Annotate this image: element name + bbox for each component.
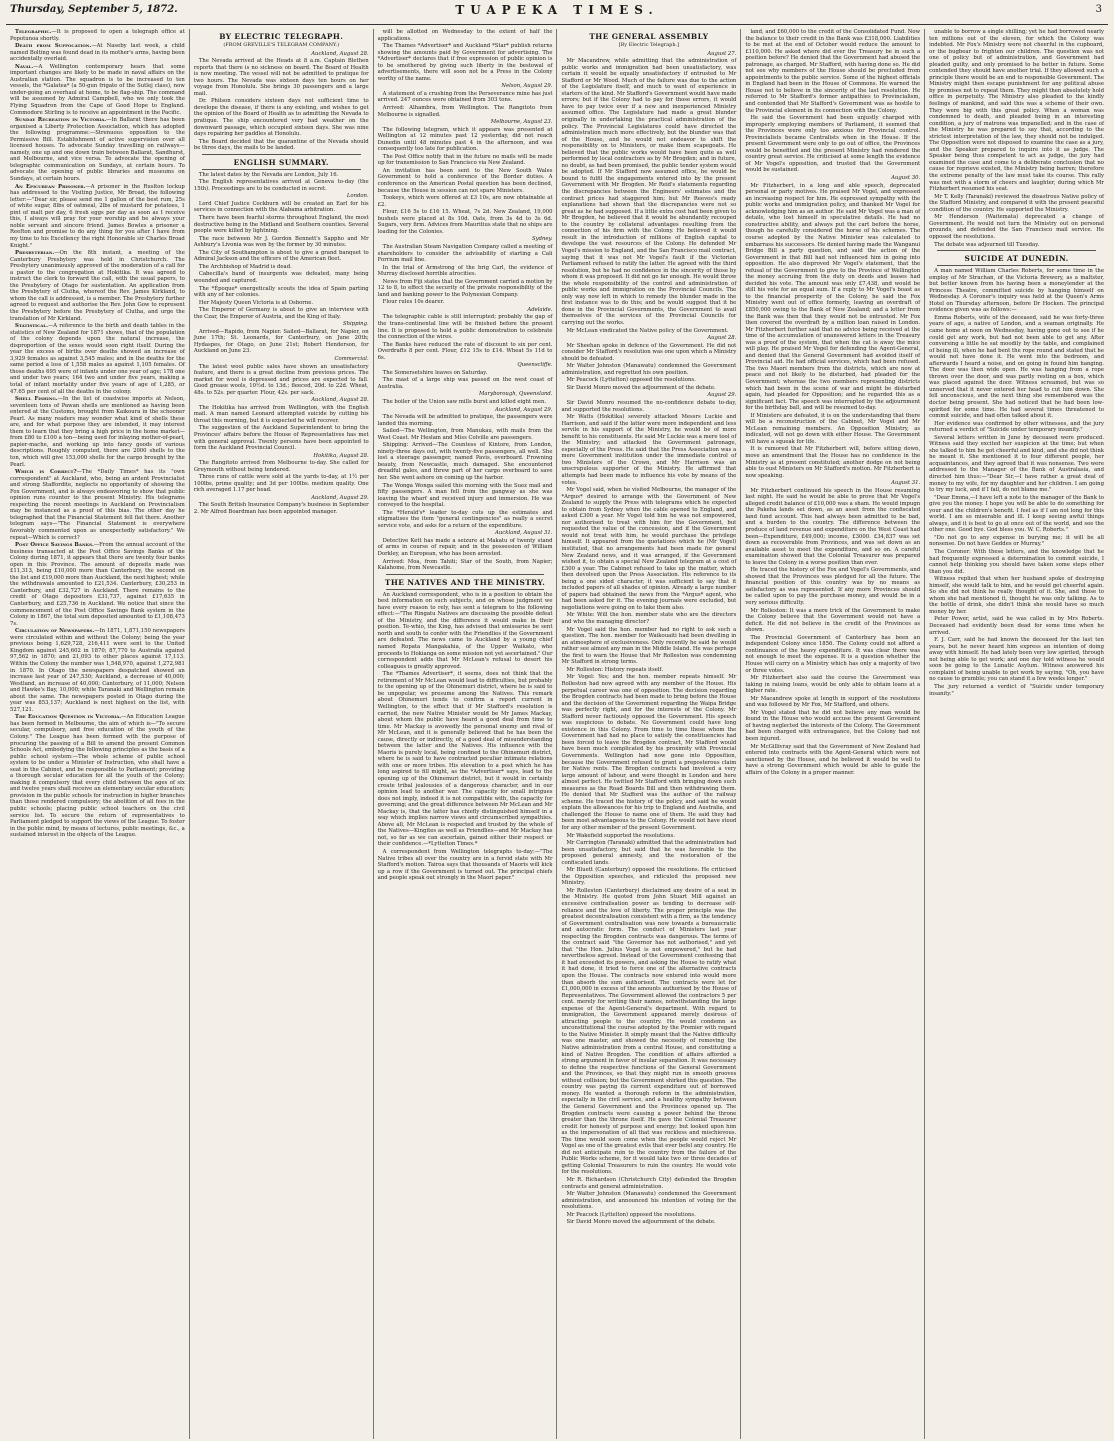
- article-paragraph: Mr Fitzherbert, in a long and able speech, deprecated personal or party motives. He praised Mr Vogel, and expressed an increasing respect for him. He expressed sympathy with the public works and immigration policy, and thanked Mr Vogel for acknowledging him as an author. He said Mr Vogel was a man of details, who lost himself in speculative details. He had no constructive ability, and always put the cart before the horse, though he carefully considered the horse of his schemes. The course adopted by the Native Minister was calculated to embarrass his successors. He denied having made the Wanganui Bridge Bill a party question, and said the action of the Government in that Bill had not influenced him in going into opposition. He also disproved Mr Vogel's statement, that the refusal of the Government to give to the Province of Wellington the money accruing from the duty on deeds and leases had decided his vote. The amount was only £7,438, and would be still his vote for an equal sum. If a reply to Mr Vogel's boast as to the financial prosperity of the Colony, he said the Fox Ministry went out of office formerly, leaving an overdraft of £850,000 owing to the Bank of New Zealand; and a letter from the Bank was then that they would not be entrusted. Mr Fox then covered the overdraft by a million loan raised in London. Mr Fitzherbert further said that no advice being received at the time of the accumulation of unanswered letters in the Treasury was a proof of the system, that when the cat is away the mice will play. He praised Mr Vogel for defending the Agent-General, and denied that the General Government had avoided itself of Provincial aid. He had official services, which had been refused. The two Maori members from the districts, which are now at peace and not likely to be disturbed, had pleaded for the Government; whereas the two members representing districts which had been in the scene of war and might be disturbed again, had pleaded for Opposition; and he regarded this as a significant fact. The speech was interrupted by the adjournment for the birthday ball, and will be resumed to-day.: [745, 182, 921, 412]
- divider-rule: [202, 154, 361, 155]
- article-paragraph: The *Herald's* leader to-day cuts up the estimates and stigmatises the item "general contingencies" as really a secret service vote, and asks for a return of the expenditure.: [377, 509, 553, 529]
- news-paragraph: [10, 714, 185, 838]
- paragraph-text: —A reference to the birth and death tables in the statistics of New Zealand for 1871 shows, that of the population of the colony depends upon the natural increase, the disproportion of the sexes would soon right itself. During the year the excess of births over deaths showed an increase of 3,929 females as against 3,545 males; and in the deaths for the same period a loss of 1,558 males as against 1,105 females. Of those deaths 695 were of infants under one year of age; 178 one and under two years; 164 two and under five years, making a total of infant mortality under five years of age of 1,285, or 47.65 per cent of all the deaths in the colony.: [10, 323, 185, 395]
- article-paragraph: Detective Kett has made a seizure at Makatu of twenty stand of arms in course of repair, and in the possession of William Dorkley, an European, who has been arrested.: [377, 537, 553, 558]
- masthead: [6, 0, 1108, 25]
- article-paragraph: Mr Vogel said the hon. member had no right to ask such a question. The hon. member for Waikouaiti had been dwelling in an atmosphere of exclusiveness. Only recently he said he would rather see almost any man in the Middle Island. He was perhaps the first to warn the House that Mr Rolleston was condemning Mr Stafford in strong terms.: [561, 626, 737, 666]
- article-paragraph: Mr McLean vindicated the Native policy of the Government.: [566, 327, 729, 334]
- article-paragraph: Mr Rolleston: History repeats itself.: [566, 666, 664, 673]
- divider-rule: [386, 589, 545, 590]
- news-paragraph: [10, 469, 185, 541]
- column-3: [374, 29, 558, 1439]
- dateline: August 31.: [891, 480, 921, 487]
- section-subheading: (FROM GREVILLE'S TELEGRAM COMPANY.): [223, 42, 340, 48]
- article-paragraph: The jury returned a verdict of "Suicide under temporary insanity.": [929, 683, 1104, 697]
- news-paragraph: [10, 64, 185, 116]
- article-paragraph: The boiler of the Union saw mills burst and killed eight men.: [382, 398, 547, 405]
- article-paragraph: The *Thames Advertiser*, it seems, does not think that the retirement of Mr McLean would lead to difficulties, but probably to the opening up of the Ohinemuri district, where he is said to be unpopular, we presume among the Natives. This remark about Ohinemuri tends to confirm a report current in Wellington, to the effect that if Mr Stafford's resolution is carried, the new Native Minister would be Mr James Mackay, about whom the public have heard a good deal from time to time. Mr Mackay is avowedly the personal enemy and rival of Mr McLean, and it is generally believed that he has been the cause, directly or indirectly, of a good deal of misunderstanding between the latter and the Natives. His influence with the Maoris is purely local, being confined to the Ohinemuri district, where he is said to have contracted peculiar intimate relations with one or more tribes. His elevation to a post which he has long aspired to fill might, as the *Advertiser* says, lead to the opening up of the Ohinemuri district, but it would in certainly create tribal jealousies of a dangerous character, and in our opinion lead to another war. The capacity for small intrigues does not imply, indeed it is not compatible with, the capacity for governing; and the great difference between Mr McLean and Mr Mackay is, that the latter has chiefly distinguished himself in a way which implies narrow views and circumscribed sympathies. Above all, Mr McLean is respected and trusted by the whole of the Natives—Kingites as well as Friendlies—and Mr Mackay has not, so far as we can ascertain, gained either their respect or their confidence.—*Lyttelton Times.*: [377, 671, 553, 848]
- paragraph-lead: Telegraphic.: [15, 29, 52, 35]
- article-paragraph: will be allotted on Wednesday to the extent of half the applications.: [377, 29, 553, 42]
- news-paragraph: [10, 542, 185, 627]
- article-paragraph: The telegraphic cable is still interrupted; probably the gap of the trans-continental line will be finished before the present line. It is proposed to hold a public demonstration to celebrate the connection of the wires.: [377, 314, 553, 341]
- paragraph-text: —The *Daily Times* has its "own correspondent" at Auckland, who, being an ardent Provincialist and strong Staffordite, neglects no opportunity of showing the Fox Government, and is always endeavoring to show that public opinion runs counter to the present Ministry. His telegrams respecting the recent meetings in Auckland on Provincialism may be instanced as a proof of this bias. The other day he telegraphed that the Financial Statement fell flat there. Another telegram says—"The Financial Statement is everywhere favorably commented upon as unexpectedly satisfactory." We repeat—Which is correct?: [10, 469, 185, 541]
- dateline: Auckland, August 31.: [495, 530, 553, 537]
- news-paragraph: [10, 43, 185, 63]
- article-paragraph: If Ministers are defeated, it is on the understanding that there will be a reconstruction of the Cabinet, Mr Vogel and Mr McLean remaining members. An Opposition Ministry, as indicated, will not go down with either House. The Government will have a squeak for life.: [745, 412, 921, 445]
- article-paragraph: The Post Office notify that in the future no mails will be made up for transmission to San Francisco via New Zealand.: [377, 153, 553, 167]
- article-paragraph: A statement of a crushing from the Perseverance mine has just arrived. 247 ounces were obtained from 303 tons.: [377, 90, 553, 104]
- article-paragraph: The South British Insurance Company's business in September 2. Mr Alfred Boardman has been appointed manager.: [193, 502, 369, 515]
- column-1: [6, 29, 190, 1439]
- article-paragraph: Flour, £16 5s to £16 15. Wheat, 7s 2d. New Zealand, 19,000 bushels were placed at 8s 10d. Oats, from 3s 4d to 3s 6d. Sugars, very firm. Advices from Mauritius state that no ships are loading for the Colonies.: [377, 209, 553, 235]
- news-paragraph: [10, 29, 185, 42]
- article-paragraph: Arrived: Moa, from Tahiti; Star of the South, from Napier; Kalahome, from Newcastle.: [377, 558, 553, 572]
- paragraph-lead: Statistical.: [15, 323, 48, 330]
- dateline: Auckland, August 28.: [311, 50, 369, 57]
- article-paragraph: An invitation has been sent to the New South Wales Government to hold a conference of the Border duties. A conference on the American Postal question has been declined, because the House in session can not spare Ministers.: [377, 167, 553, 194]
- article-paragraph: Mr Sheehan spoke in defence of the Government. He did not consider Mr Stafford's resolution was one upon which a Ministry should be defeated.: [561, 342, 737, 362]
- divider-rule: [937, 265, 1096, 266]
- article-paragraph: There have been fearful storms throughout England, the most destructive being in the Midland and Southern counties. Several people were killed by lightning.: [193, 215, 369, 235]
- article-paragraph: Sir David Monro resumed the no-confidence debate to-day, and supported the resolutions.: [561, 399, 737, 413]
- dateline: August 27.: [707, 50, 737, 57]
- article-paragraph: Mr Rolleston: It was a mere trick of the Government to make the Colony believe that the Government would not have a deficit. He did not believe in the credit of the Provinces as shown.: [745, 607, 921, 634]
- paragraph-text: —An Education League has been formed in Melbourne, the aim of which is—"To secure secular, compulsory, and free education of the youth of the Colony." The League has been formed with the purpose of procuring the passing of a Bill to amend the present Common Schools Act, embodying the following principles as the basis of a public school system:—The whole scheme of public school system to be under a Minister of Instruction, who shall have a seat in the Cabinet, and be responsible to Parliament; providing a thorough secular education for all the youth of the Colony; making it compulsory that every child between the ages of six and twelve years shall receive an elementary secular education; provision in the public schools for instruction in higher branches than those rendered compulsory; the abolition of all fees in the public schools; placing public school teachers on the civil service list. To secure the return of representatives to Parliament pledged to support the views of the League. To foster in the public mind, by means of lectures, public meetings, &c., a sustained interest in the objects of the League.: [10, 714, 185, 839]
- dateline: August 28.: [707, 335, 737, 342]
- article-paragraph: The latest dates by the Nevada are London, July 16.: [198, 171, 339, 178]
- dateline: Auckland, August 28.: [311, 397, 369, 404]
- paragraph-lead: An Epicurean Prisoner.: [15, 183, 86, 190]
- news-paragraph: [10, 628, 185, 713]
- divider-rule: [937, 250, 1096, 251]
- paragraph-lead: Post Office Savings Banks.: [15, 542, 94, 549]
- article-paragraph: Emma Roberts, wife of the deceased, said he was forty-three years of age, a native of London, and a seaman originally. He came home at noon on Wednesday, having gone out to see if he could get any work, but had not been able to get any. After conversing a little he sat moodily by the table, and complained of being ill, when he had bent the rope round and stated that he would not have done it. He went into the bedroom, and afterwards I heard a noise, and on going in found him hanging. The door was then wide open. He was hanging from a rope thrown over the door, and was partly resting on a box, which was placed against the door. Witness screamed, but was so unnerved that it never entered her head to cut him down. She fell unconscious, and the next thing she remembered was the doctor being present. She had noticed that he had been low-spirited for some time. He had several times threatened to commit suicide, and had often talked about it.: [929, 314, 1104, 420]
- article-paragraph: He traced the history of the Fox and Vogel's Governments, and showed that the Provinces was pledged for all the future. The financial position of this country was by no means as satisfactory as was represented. If any more Provinces should be called upon to pay the purchase money, and would be in a very serious difficulty.: [745, 567, 921, 607]
- paragraph-lead: Circulation of Newspapers.: [15, 628, 95, 635]
- paragraph-lead: Sunday Recreation in Victoria.: [15, 117, 107, 124]
- paragraph-text: —A Wellington contemporary hears that some important changes are likely to be made in naval affairs on the Australian station. The squadron is to be increased to ten vessels, the *Galatea* (a 50-gun frigate of the Sutlej class), now under-going an overhaul at home, to be flag-ship. The command will be assumed by Admiral Campbell, who we only took the Flying Squadron from the Cape of Good Hope to England. Commodore Stirling is to receive an appointment in the Pacific.: [10, 63, 185, 116]
- article-paragraph: The Coroner: With these letters, and the knowledge that he had frequently expressed a determination to commit suicide, I cannot help thinking you should have taken some steps other than you did.: [929, 549, 1104, 575]
- article-paragraph: The Banks have reduced the rate of discount to six per cent. Overdrafts 8 per cent. Flour, £12 15s to £14. Wheat 5s 11d to 6s.: [377, 341, 553, 361]
- dateline: Hokitika, August 28.: [313, 452, 369, 459]
- article-paragraph: Dr. Philson considers sixteen days not sufficient time to develope the disease, if there is any existing, and wishes to get the opinion of the Board of Health as to admitting the Nevada to pratique. The ship encountered very bad weather on the downward passage, which occupied sixteen days. She was nine days repairing her paddles at Honolulu.: [193, 98, 369, 138]
- article-paragraph: land, and £60,000 to the credit of the Consolidated Fund. Now the balance to their credit in the Bank was £318,000. Liabilities to be met at the end of October would reduce the amount to £110,000. He asked where did ever the Treasury be in such a position before? He denied that the Government had abused the patronage, as charged. Mr Stafford, with having done so. He did not see why members of the House should be precluded from appointments to the public service. Some of the highest officials in England had been in the House of Commons. He warned the House not to believe in the sincerity of the last resolution. He referred to Mr Stafford's former antipathies to Provincialism, and contended that Mr Stafford's Government was as hostile to the Provincial element in its connection with the Colony.: [745, 29, 921, 114]
- article-paragraph: The race between Mr J. Gordon Bennett's Sappho and Mr Ashbury's Livonia was won by the former by 30 minutes.: [193, 235, 369, 249]
- article-paragraph: The Archbishop of Madrid is dead.: [198, 263, 292, 270]
- article-paragraph: Her Majesty Queen Victoria is at Osborne.: [198, 299, 314, 306]
- news-paragraph: [10, 184, 185, 249]
- article-paragraph: Mr Macandrew, while admitting that the administration of public works and immigration had been unsatisfactory, was certain it would be equally unsatisfactory if entrusted to Mr Stafford or Mr Wood. Much of the failure was due to the action of the Legislature itself, and much to want of experience in starters of the kind. Mr Stafford's Government would have made errors; but if the Colony had to pay for those errors, it would have to pay twice over if a new and inexperienced Ministry assumed office. The Legislature had made a great blunder originally in undertaking the practical administration of the policy. The Provincial Legislatures could have directed the administration much more effectively, but the blunder was that of the House, and he would not endeavor to shift the responsibility on to Ministers, or make them scapegoats. He believed that the public works would have been quite as well performed by local contractors as by Mr Brogden; and in future, no doubt, as had been promised, the public tender system would be adopted. If Mr Stafford now assumed office, he would be bound to fulfil the engagements entered into by the present Government with Mr Brogden. Mr Reid's statements regarding the discrepancies between the Engineers' estimates and the contract prices had staggered him; but Mr Reeves's ready explanations had shown that the discrepancies were not so great as he had supposed. If a little extra cost had been given to Mr Brogden, he believed that it would be abundantly recouped to the country by collateral advantages resulting from the connection of his firm with the Colony. He believed it would result in the introduction of millions of English capital to develope the vast resources of the Colony. He defended Mr Vogel's mission to England, and the San Francisco mail contract, saying that it was not Mr Vogel's fault if the Victorian Parliament refused to ratify the latter. He agreed with the third resolution, but he had no confidence in the sincerity of those by whom it was proposed. It did not go far enough. He would throw the whole responsibility of the control and administration of public works and immigration on the Provincial Councils. The only way now left in which to remedy the blunder made in the first instance was to do this; and he would suggest that it be done in the Provincial Governments, the Government to avail themselves of the services of the Provincial Councils for carrying out the works.: [561, 58, 737, 326]
- paragraph-text: —In 1871, 1,871,150 newspapers were circulated within and without the Colony; being the year previous being 1,629,728, 216,411 were sent to the United Kingdom against 245,602 in 1870; 87,770 to Australia against 97,562 in 1870; and 21,093 to other places against 17,113. Within the Colony the number was 1,548,970, against 1,272,981 in 1870. In Otago the newspapers despatched showed an increase last year of 247,530; Auckland, a decrease of 40,000; Westland, an increase of 40,000; Canterbury, of 11,000; Nelson and Hawke's Bay, 10,000; while Taranaki and Wellington remain about the same. The newspapers posted in Otago during the year was 853,137; Auckland is next highest on the list, with 527,121.: [10, 628, 185, 713]
- article-paragraph: The Hokitika has arrived from Wellington, with the English mail. A man named Leonard attempted suicide by cutting his throat this morning, but it is expected he will recover.: [193, 404, 369, 424]
- article-heading: SUICIDE AT DUNEDIN.: [964, 254, 1069, 264]
- dateline: Sydney.: [531, 236, 553, 243]
- dateline: Auckland, August 29.: [495, 406, 553, 413]
- article-paragraph: The latest wool public sales have shown an unsatisfactory feature, and there is a great decline from previous prices. The market for wool is depressed and prices are expected to fall. Good grease wools, 10½d. to 13d.; fleeced, 20d. to 22d. Wheat, 48s. to 52s. per quarter. Flour, 42s. per sack.: [193, 363, 369, 396]
- news-paragraph: [10, 117, 185, 182]
- column-6: [925, 29, 1108, 1439]
- paragraph-lead: Which is Correct?: [15, 469, 77, 476]
- news-paragraph: [10, 250, 185, 322]
- news-paragraph: [10, 396, 185, 468]
- article-paragraph: Mr Walter Johnston (Manawatu) condemned the Government administration, and regretted his own position.: [561, 363, 737, 376]
- issue-date: Thursday, September 5, 1872.: [10, 4, 178, 15]
- paragraph-lead: Death from Suffocation.: [15, 43, 92, 50]
- article-paragraph: The following telegram, which it appears was presented at Wellington at 12 minutes past 12 yesterday, did not reach Dunedin until 48 minutes past 4 in the afternoon, and was consequently too late for publication.: [377, 126, 553, 153]
- article-paragraph: The Board decided that the quarantine of the Nevada should be three days, the mails to be landed.: [193, 138, 369, 152]
- article-paragraph: The debate was adjourned till Tuesday.: [934, 241, 1040, 248]
- article-paragraph: Mr Bluett (Canterbury) opposed the resolutions. He criticised the Opposition speeches, and ridiculed the proposed new Ministry.: [561, 867, 737, 887]
- article-paragraph: The mast of a large ship was passed on the west coast of Australia.: [377, 377, 553, 390]
- paragraph-lead: Naval.: [15, 63, 34, 70]
- article-paragraph: Mr Vogel stated that he did not believe any man would be found in the House who would accuse the present Government of having neglected the interests of the Colony. The Government had been charged with extravagance, but the Colony had not been injured.: [745, 709, 921, 742]
- dateline: Melbourne, August 23.: [490, 119, 553, 126]
- article-paragraph: The Thames *Advertiser* and Auckland *Star* publish returns showing the amounts paid by Government for advertising. The *Advertiser* declares that if free expression of public opinion is to be smothered by giving such liberty in the bestowal of advertisements, there will soon not be a Press in the Colony worthy of the name.: [377, 43, 553, 82]
- columns: [6, 29, 1108, 1439]
- article-paragraph: Mr Carrington (Taranaki) admitted that the administration had been unsatisfactory, but said that he was favorable to the proposed general amnesty, and the restoration of the confiscated lands.: [561, 840, 737, 866]
- article-paragraph: It is rumored that Mr Fitzherbert will, before sitting down, move an amendment that the House has no confidence in the Ministry as at present constituted; another dodge on not being able to oust Ministers on Mr Stafford's motion. Mr Fitzherbert is now speaking.: [745, 446, 921, 479]
- divider-rule: [386, 574, 545, 575]
- paragraph-text: —At Naseby last week, a child named Bolting was found dead in its mother's arms, having been accidentally overlaid.: [10, 43, 185, 63]
- article-paragraph: The Australian Steam Navigation Company called a meeting of shareholders to consider the advisability of starting a Cali Forrium mail line.: [377, 243, 553, 264]
- article-paragraph: In the trial of Armstrong of the brig Carl, the evidence of Murray disclosed horrible atrocities.: [377, 264, 553, 278]
- article-paragraph: Mr T. Kelly (Taranaki) reviewed the disastrous Native policy of the Stafford Ministry, and compared it with the present peaceful condition of the country. He supported the Ministry.: [929, 193, 1104, 213]
- dateline: Shipping.: [342, 321, 369, 328]
- article-paragraph: Mr McGillivray said that the Government of New Zealand had entered into contracts with the Agent-General which were not sanctioned by the House, and he believed it would be well to have a strong Government which would be able to guide the affairs of the Colony in a proper manner.: [745, 743, 921, 776]
- article-paragraph: Mr Rolleston (Canterbury) disclaimed any desire of a seat in the Ministry. He quoted from John Stuart Mill against an excessive centralisation power as tending to decrease self-reliance and the love of liberty. The proper principle was the greatest decentralisation consistent with a firm, as the tendency of Government centralisation was now towards a bureaucratic and autocratic form. The conduct of Ministers last year respecting the Brogden contracts was dangerous. The terms of the contract said "the Governor has not authorised," and yet that "the Hon. Julius Vogel is not empowered," but he had nevertheless agreed. Instead of the Government confessing that it had exceeded its powers, and asking the House to ratify what it had done, it tried to force one of the alternative contracts upon the House. The contracts now entered into would more than absorb the sum authorised. The contracts were let for £1,000,000 in excess of the amounts authorised by the House of Representatives. The Government allowed the contractors 5 per cent. merely for writing their names, notwithstanding the large expense of the Agent-General's department. With regard to immigration, the Government appeared merely desirous of attracting people to the country. He would condemn as unconstitutional the course adopted by the Premier with regard to the Native Minister. It simply meant that the Native difficulty was one master, and showed the necessity of removing the Native administration from a central House, and constituting a kind of Native Brogden. The condition of affairs afforded a strong argument in favor of insular separation. It was necessary to define the respective functions of the General Government and the Provinces, so that they might run in smooth grooves without collision; but the Government shirked this question. The country was paying its current expenditure out of borrowed money. He wanted a thorough reform in the administration, especially in the civil service, and a healthy sympathy between the General Government and the Provinces opened up. The Brogden contracts were causing a power behind the throne greater than the throne itself. He gave the Colonial Treasurer credit for honesty of purpose and energy; but looked upon him as the impersonation of all that was reckless and mischievous. The time would soon come when the people would reject Mr Vogel as one of the greatest evils that ever befel any country. He did not anticipate ruin to the country from the failure of the Public Works scheme, for it would take two or three decades of getting Colonial Treasurers to ruin the country. He would vote for the resolutions.: [561, 887, 737, 1176]
- dateline: Auckland, August 29.: [311, 494, 369, 501]
- dateline: August 30.: [891, 175, 921, 182]
- paragraph-text: —From the annual account of the business transacted at the Post Office Savings Banks of the Colony during 1871, it appears that there are twenty four banks open in this Province. The amount of deposits made was £11,313, being £10,000 more than Canterbury, the second on the list and £19,000 more than Auckland, the next highest; while the withdrawals amounted to £21,534. Canterbury, £30,253 in Canterbury, and £32,727 in Auckland. There remains to the credit of Otago depositors £31,737, against £17,635 in Canterbury, and £25,736 in Auckland. We notice that since the commencement of the Post Office Savings Bank system in the Colony in 1867, the total sum deposited amounted to £1,108,473 7s.: [10, 542, 185, 627]
- article-paragraph: Sir David Monro moved the adjournment of the debate.: [566, 1219, 716, 1226]
- paragraph-lead: Presbyterian.: [15, 250, 55, 257]
- section-subheading: [By Electric Telegraph.]: [618, 42, 680, 48]
- page-number: 3: [1095, 4, 1102, 15]
- article-paragraph: Tookeys, which were offered at £3 10s, are now obtainable at £2.: [377, 195, 553, 208]
- article-paragraph: Sailed—The Wellington, from Manukau, with mails from the West Coast. Mr Heslam and Miss Colville are passengers.: [377, 428, 553, 441]
- article-paragraph: The Nevada will be admitted to pratique, the passengers were landed this morning.: [377, 414, 553, 427]
- article-paragraph: The Emperor of Germany is about to give an interview with the Czar, the Emperor of Austria, and the King of Italy.: [193, 307, 369, 320]
- article-paragraph: The Somersetshire leaves on Saturday.: [382, 369, 488, 376]
- article-paragraph: Arrived: Alhambra, from Wellington. The Rangitoto from Melbourne is signalled.: [377, 105, 553, 118]
- article-paragraph: Peter Power, artist, said he was called in by Mrs Roberts. Deceased had evidently been dead for some time when he arrived.: [929, 616, 1104, 636]
- article-paragraph: unable to borrow a single shilling; yet he had borrowed nearly ten millions out of the eleven, for which the Colony was indebted. Mr Fox's Ministry were not cheerful in the cupboard, or the bugbear to frighten our children. The question was not one of policy but of administration, and Government had pleaded guilty, and only promised to be better in future. Some contended they should have another trial. If they allowed such a principle there would be an end to responsible Government. The Ministry might then escape punishment for any political abuse by promises not to repeat them. They might then absolutely hold office in perpetuity. The Ministry also pleaded to the kindly feelings of mankind, and said this was a scheme of their own. They were big with this great policy. When a woman was condemned to death, and pleaded being in an interesting condition, a jury of matrons was impanelled; and in the case of the Ministry he was prepared to say that, according to the strictest interpretation of the law, they should not be indulged. The Opposition were not disposed to examine the case as a jury, and the Speaker prepared to inquire into it as judge. The Speaker being thus competent to act as judge, the jury had examined the case and come to a deliberate conclusion that no cause for reprieve existed, the Ministry being barren; therefore the extreme penalty of the law must take its course. This rally was met with a storm of cheers and laughter, during which Mr Fitzherbert resumed his seat.: [929, 29, 1104, 193]
- newspaper-title: TUAPEKA TIMES.: [455, 3, 659, 17]
- article-heading: ENGLISH SUMMARY.: [233, 157, 329, 167]
- article-paragraph: Mr Fitzherbert also said the course the Government was taking in raising loans, would be only able to obtain loans at a higher rate.: [745, 675, 921, 695]
- article-paragraph: The Wonga Wonga sailed this morning with the Suez mail and fifty passengers. A man fell from the gangway as she was leaving the wharf and received injury and immersion. He was conveyed to the hospital.: [377, 482, 553, 509]
- article-paragraph: "Do not go to any expense in burying me; it will be all nonsense. Do not have Geddes or Murray.": [929, 534, 1104, 548]
- article-paragraph: Three runs of cattle were sold at the yards to-day, at 1½ per 100lbs, prime quality; and 3d per 100lbs. medium quality. One rich averaged 1.17 per head.: [193, 474, 369, 494]
- article-paragraph: The suggestion of the Auckland Superintendent to bring the Provinces' affairs before the House of Representatives has met with general approval. Twenty persons have been appointed to form the Auckland Provincial Council.: [193, 425, 369, 452]
- article-paragraph: An Auckland correspondent, who is in a position to obtain the best information on such subjects, and on whose judgment we have every reason to rely, has sent a telegram to the following effect:—"The Ringatu Natives are discussing the possible defeat of the Ministry, and the difference it would make in their position. Te-whio, the King, has advised that emissaries be sent north and south to confer with the Friendlies if the Government are defeated. The news came to Auckland by a young chief named Ropata Mangakahia, of the Upper Waikato, who proceeds to Hokianga on some mission not yet ascertained." Our correspondent adds that Mr McLean's refusal to desert his colleagues is greatly approved.: [377, 591, 553, 670]
- section-heading: THE GENERAL ASSEMBLY: [589, 32, 709, 41]
- article-paragraph: Mr R. Richardson (Christchurch City) defended the Brogden contracts and general administration.: [561, 1176, 737, 1190]
- article-paragraph: Witness replied that when her husband spoke of destroying himself, she would talk to him, and he would get cheerful again. So she did not think he really thought of it. She, and those to whom she had mentioned it, thought he was only talking. As to the bottle of drink, she didn't think she would have so much money by her.: [929, 576, 1104, 615]
- article-paragraph: The English representatives arrived at Geneva to-day (the 15th). Proceedings are to be conducted in secret.: [193, 179, 369, 192]
- paragraph-text: —It is proposed to open a telegraph office at Popotunoa shortly.: [10, 29, 185, 42]
- dateline: August 29.: [707, 392, 737, 399]
- article-paragraph: A correspondent from Wellington telegraphs to-day:—"The Native tribes all over the country are in a fervid state with Mr Stafford's motion. Tairoa says that thousands of Maoris will kick up a row if the Government is turned out. The principal chiefs and people speak out strongly in the Maori paper.": [377, 848, 553, 882]
- dateline: Adelaide.: [527, 306, 553, 313]
- article-paragraph: Mr Henderson (Waitemata) deprecated a change of Government. He would not turn the Ministry out on personal grounds, and defended the San Francisco mail service. He opposed the resolutions.: [929, 214, 1104, 240]
- article-paragraph: Lord Chief Justice Cockburn will be created an Earl for his services in connection with the Alabama arbitration.: [193, 200, 369, 214]
- dateline: Queenscliffe.: [517, 362, 553, 369]
- article-paragraph: Mr White: Will the hon. member state who are the directors and who the managing director?: [561, 612, 737, 626]
- paragraph-text: —On the 8th instant, a meeting of the Canterbury Presbytery was held in Christchurch. The Presbytery unanimously approved of the moderation of a call for a pastor to the congregation at Hokitika. It was agreed to instruct the clerk to forward the call, with the usual papers, to the Presbytery of Otago for sustentation. An application from the Presbytery of Clutha, whereof the Rev. James Kirkland, to whom the call is addressed, is a member. The Presbytery further agreed to request and authorise the Rev. John Gow to represent the Presbytery before the Presbytery of Clutha, and urge the translation of Mr Kirkland.: [10, 250, 185, 322]
- article-paragraph: The Provincial Government of Canterbury has been an independent Colony since 1856. The Colony could not afford a continuance of the heavy expenditure. It was clear there was not enough to meet the expense. It is a question whether the House will carry on a Ministry which has only a majority of two or three votes.: [745, 634, 921, 674]
- divider-rule: [202, 169, 361, 170]
- article-paragraph: Mr Watts (Hokitika) severely attacked Messrs Luckie and Harrison, and said if the latter were more independent and less servile in his support of the Ministry, he would be of more benefit to his constituents. He said Mr Luckie was a mere tool of the Ministry; and attacked the Government patronage, especially of the Press. He said that the Press Association was a mere Government institution under the immediate control of two Ministers of the Crown, and Mr Harrison was an unscrupulous supporter of the Ministry. He affirmed that attempts had been made to influence his vote by means of the votes.: [561, 414, 737, 486]
- article-heading: THE NATIVES AND THE MINISTRY.: [384, 577, 546, 587]
- news-paragraph: [10, 323, 185, 395]
- column-4: [557, 29, 741, 1439]
- article-paragraph: Flour rules 10s dearer.: [382, 299, 445, 306]
- article-paragraph: "Dear Emma,—I have left a note to the manager of the Bank to give you the money. I hope you will be able to do something for your and the children's benefit. I feel as if I am not long for this world. I am so miserable and ill. I keep seeing awful things always, and it is best to go at once out of the world, and see the other one. Good bye. God bless you. W. C. Roberts.": [929, 494, 1104, 534]
- article-paragraph: The Nevada arrived at the Heads at 8 a.m. Captain Blethen reports that there is no sickness on board. The Board of Health is now meeting. The vessel will not be admitted to pratique for two hours. The Nevada was sixteen days ten hours on her voyage from Honolulu. She brings 30 passengers and a large mail.: [193, 58, 369, 97]
- paragraph-text: —In the list of coastwise imports at Nelson, seventeen tons of Pawan shells are mentioned as having been entered at the Customs, brought from Kaikoura in the schooner Pearl. As many readers may wonder what kind of shells these are, and for what purpose they are intended, it may interest them to learn that they bring a high price in the home market—from £80 to £100 a ton—being used for inlaying mother-of-pearl, papier-mache, and working up into fancy goods of various descriptions. Roughly computed, there are 2000 shells to the ton, which will give 153,000 shells for the cargo brought by the Pearl.: [10, 396, 185, 468]
- article-paragraph: Mr Walter Johnston (Manawatu) condemned the Government administration, and announced his intention of voting for the resolutions.: [561, 1191, 737, 1211]
- article-paragraph: Mr Peacock (Lyttelton) opposed the resolutions.: [566, 377, 696, 384]
- article-paragraph: Several letters written in June by deceased were produced. Witness said they excited her suspicion at the time; but when she talked to him he got cheerful and kind, and she did not think he meant it. She mentioned it to four different people, her acquaintances, and they agreed that it was nonsense. Two were addressed to the Manager of the Bank of Australasia, and directed him thus:—"Dear Sir,—I have rather a great deal of money to my wife, for my daughter and her children. I am going to try my luck, and if I fail, do not blame me.": [929, 434, 1104, 494]
- article-paragraph: Mr Wakefield supported the resolutions.: [566, 832, 675, 839]
- article-paragraph: F. J. Carr, said he had known the deceased for the last ten years, but he never heard him express an intention of doing away with himself. He had lately been very low spirited, through not being able to get work; and one day told witness he would soon be going to the Lunatic Asylum. Witness answered his complaint of being unable to get work by saying, "Oh, you have no cause to grumble; you can stand it a few weeks longer.": [929, 637, 1104, 683]
- article-paragraph: News from Fiji states that the Government carried a motion by 12 to 8, to effect the security of the private responsibility of the land and banking power to the Polynesian Company.: [377, 278, 553, 298]
- article-paragraph: Sir David Monro moved the adjournment of the debate.: [566, 384, 716, 391]
- paragraph-text: —A prisoner in the Ruslton lockup has addressed to the Visiting Justice, Mr Broad, the following letter:—"Dear sir, please send me 1 gallon of the best rum, 25s of white sugar, 8lbs of oatmeal, 2lbs of mustard for potatoes, 1 pint of malt per day, 6 fresh eggs per day as soon as I receive this, I always will pray for your worship and be always your noble servant and sincere friend. James Bowles a prisoner a Reefton and promise to do any thing for you after I have from my time to his Excellency the right Honorable sir Charles Broad Knight.": [10, 183, 185, 249]
- article-paragraph: Shipping: Arrived—The Countess of Kintore, from London, ninety-three days out, with twenty-five passengers, all well. She lost a steerage passenger, named Pavis, overboard. Frowning beauty, from Newcastle, much damaged. She encountered dreadful gales, and threw part of her cargo overboard to save her. She went ashore on coming up the harbor.: [377, 442, 553, 481]
- dateline: Commercial.: [334, 355, 369, 362]
- article-paragraph: He said the Government had been unjustly charged with improperly employing members of Parliament, it seemed that the Provinces were only too anxious for Provincial control. Provincialists became Centralists when in the House. If the present Government were only to go out of office, the Provinces would be benefited and the present Ministry had rendered the country great service. He criticised at some length the evidence of Mr Vogel's opposition, and trusted that the Government would be sustained.: [745, 115, 921, 174]
- article-paragraph: Cabecilla's band of insurgents was defeated, many being wounded and captured.: [193, 271, 369, 284]
- article-paragraph: Mr Peacock (Lyttelton) opposed the resolutions.: [566, 1211, 696, 1218]
- dateline: London.: [346, 193, 369, 200]
- article-paragraph: Her evidence was confirmed by other witnesses, and the jury returned a verdict of "Suicide under temporary insanity.": [929, 420, 1104, 434]
- article-paragraph: Mr Macandrew spoke at length in support of the resolutions and was followed by Mr Fox, Mr Stafford, and others.: [745, 695, 921, 709]
- article-paragraph: The Rangitoto arrived from Melbourne to-day. She called for Greymouth without being tendered.: [193, 460, 369, 473]
- article-paragraph: Mr Fitzherbert continued his speech in the House resuming last night. He said he would be able to prove that Mr Vogel's alleged credit balance of £10,000 was a sham. He would impugn the Pakeha lands set down, as an asset from the confiscated land fund account. This had always been admitted to be bad, and a burden to the country. The difference between the produce of land revenue and expenditure on the West Coast had been—Expenditure, £49,000; income, £3000. £34,837 was set down as recoverable from Provinces, and was set down as an available asset to meet the expenditure, and so on. A careful examination showed that the Colonial Treasurer was prepared to leave the Colony in a worse position than ever.: [745, 487, 921, 566]
- dateline: Maryborough, Queensland.: [479, 391, 553, 398]
- column-5: [741, 29, 925, 1439]
- paragraph-text: —In Ballarat there has been organised a Liberty Protection Association, which has adopted the following programme:—Strenuous opposition to the Permissive Bill. Establishment of active supervision over all licensed houses. To advocate Sunday travelling on railways—namely, one up and one down train between Ballarat, Sandhurst, and Melbourne, and vice versa. To advocate the opening of telegraphic communication on Sundays, at certain hours. To advocate the opening of public libraries and museums on Sundays, at certain hours.: [10, 117, 185, 183]
- article-paragraph: Mr Vogel said, when he visited Melbourne, the manager of the *Argus* desired to arrange with the Government of New Zealand to supply the Press with telegrams which he expected to obtain from Sydney when the cable opened to England, and asked £300 a year. Mr Vogel told him he was not empowered, nor authorised to treat with him for the Government, but requested the value of the concession, and if the Government would not treat with him, he would purchase the privilege himself. It appeared from the quotations which he (Mr Vogel) instituted, that no arrangements had been made for general New Zealand news, and it was arranged, if the Government wished it, to obtain a special New Zealand telegram at a cost of £300 a year. The Cabinet refused to take up the matter, which then devolved upon the Press Association. His reference to its being a one sided character, it was sufficient to say that it included papers of all shades of opinion. Already a large number of papers had obtained the news from the *Argus* agent, who had been asked for it. The evening journals were excluded, but negotiations were going on to take them also.: [561, 487, 737, 611]
- section-heading: BY ELECTRIC TELEGRAPH.: [219, 32, 344, 41]
- article-paragraph: Mr Vogel: Yes; and the hon. member repeats himself. Mr Rolleston had now agreed with any member of the House. His perpetual career was one of opposition. The decision regarding the Brogden contracts had been made to bring before the House and the decision of the Government regarding the Waipa Bridge was perfectly right, and for the interests of the Colony. Mr Stafford never factiously opposed the Government. His speech was suspicious to debate. No Government could have long existence in this Colony. From time to time these whom the Government had had no place to satisfy the constituencies had been forced to leave the Brogden contract, Mr Stafford would have been much complicated by his proximity with Provincial Governments. Wellington had now gone into Opposition, because the Government refused to grant a preposterous claim for Native rents. The Brogden contracts had involved a very large amount of labour, and were thought in London and here almost perfect. He twitted Mr Stafford with bringing down such measures as the Road Boards Bill and then withdrawing them. He denied that Mr Stafford was the author of the railway scheme. He traced the history of the policy, and said he would explain the allowances for his trip to England and Australia, and challenged the House to name one of them. He said they had been most advantageous to the Colony. He would not have stood for any other member of the present Government.: [561, 674, 737, 831]
- article-paragraph: The *Époque* energetically scouts the idea of Spain parting with any of her colonies.: [193, 285, 369, 299]
- paragraph-lead: The Education Question in Victoria.: [15, 714, 122, 721]
- column-2: [190, 29, 374, 1439]
- paragraph-lead: Shell Fishing.: [15, 396, 58, 403]
- dateline: Nelson, August 29.: [501, 83, 553, 90]
- article-paragraph: The City of Southampton is about to give a grand banquet to Admiral Jackson and the officers of the American fleet.: [193, 249, 369, 263]
- article-paragraph: A man named William Charles Roberts, for some time in the employ of Mr Strachan, of the Victoria Brewery, as a maltster, but better known from his having been a moneylender at the Princess Theatre, committed suicide by hanging himself on Wednesday. A Coroner's inquiry was held at the Queen's Arms Hotel on Thursday afternoon, before Dr Hocken. The principal evidence given was as follows:—: [929, 268, 1104, 314]
- article-paragraph: Arrived—Rapido, from Napier. Sailed—Ballarat, for Napier, on June 17th; St. Leonards, for Canterbury, on June 20th; Hydaspes, for Otago, on June 21st; Robert Henderson, for Auckland on June 23.: [193, 328, 369, 355]
